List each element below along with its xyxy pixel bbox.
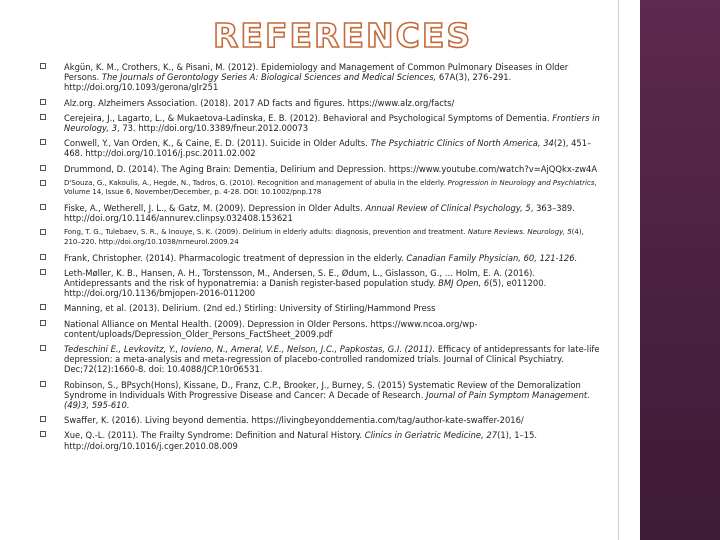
square-bullet-icon xyxy=(40,345,46,351)
divider-line xyxy=(618,0,619,540)
square-bullet-icon xyxy=(40,63,46,69)
reference-list xyxy=(40,62,600,456)
square-bullet-icon xyxy=(40,269,46,275)
reference-item: Drummond, D. (2014). The Aging Brain: Dementia, Delirium and Depression. https://www.youtube.com/watch?v=AjQQkx-zw4A xyxy=(40,164,600,174)
square-bullet-icon xyxy=(40,165,46,171)
reference-item: Tedeschini E., Levkovitz, Y., Iovieno, N., Ameral, V.E., Nelson, J.C., Papkostas, G.I. (2011). Efficacy of antidepressants for late-life depression: a meta-analysis and meta-regression of placebo-controlled randomized trials. Journal of Clinical Psychiatry. Dec;72(12):1660-8. doi: 10.4088/JCP.10r06531. xyxy=(40,344,600,375)
reference-item: Akgün, K. M., Crothers, K., & Pisani, M. (2012). Epidemiology and Management of Common Pulmonary Diseases in Older Persons. The Journals of Gerontology Series A: Biological Sciences and Medical Sciences, 67A(3), 276–291. http://doi.org/10.1093/gerona/glr251 xyxy=(40,62,600,93)
square-bullet-icon xyxy=(40,114,46,120)
page-title: REFERENCES xyxy=(213,16,473,55)
square-bullet-icon xyxy=(40,320,46,326)
square-bullet-icon xyxy=(40,431,46,437)
reference-item: Fiske, A., Wetherell, J. L., & Gatz, M. (2009). Depression in Older Adults. Annual Review of Clinical Psychology, 5, 363–389. http://doi.org/10.1146/annurev.clinpsy.032408.153621 xyxy=(40,203,600,223)
reference-item: Fong, T. G., Tulebaev, S. R., & Inouye, S. K. (2009). Delirium in elderly adults: diagnosis, prevention and treatment. Nature Reviews. Neurology, 5(4), 210–220. http://doi.org/10.1038/nrneurol.2009.24 xyxy=(40,228,600,247)
square-bullet-icon xyxy=(40,139,46,145)
square-bullet-icon xyxy=(40,229,46,235)
reference-item: D'Souza, G., Kakoulis, A., Hegde, N., Tadros, G. (2010). Recognition and management of abulia in the elderly. Progression in Neurology and Psychiatrics, Volume 14, Issue 6, November/December, p. 4-28. DOI: 10.1002/pnp.178 xyxy=(40,179,600,198)
reference-item: Swaffer, K. (2016). Living beyond dementia. https://livingbeyonddementia.com/tag/author-kate-swaffer-2016/ xyxy=(40,415,600,425)
square-bullet-icon xyxy=(40,254,46,260)
reference-item: Frank, Christopher. (2014). Pharmacologic treatment of depression in the elderly. Canadian Family Physician, 60, 121-126. xyxy=(40,253,600,263)
reference-item: Leth-Møller, K. B., Hansen, A. H., Torstensson, M., Andersen, S. E., Ødum, L., Gislasson, G., … Holm, E. A. (2016). Antidepressants and the risk of hyponatremia: a Danish register-based population study. BMJ Open, 6(5), e011200. http://doi.org/10.1136/bmjopen-2016-011200 xyxy=(40,268,600,299)
reference-item: Xue, Q.-L. (2011). The Frailty Syndrome: Definition and Natural History. Clinics in Geriatric Medicine, 27(1), 1–15. http://doi.org/10.1016/j.cger.2010.08.009 xyxy=(40,430,600,450)
square-bullet-icon xyxy=(40,416,46,422)
reference-item: Cerejeira, J., Lagarto, L., & Mukaetova-Ladinska, E. B. (2012). Behavioral and Psychological Symptoms of Dementia. Frontiers in Neurology, 3, 73. http://doi.org/10.3389/fneur.2012.00073 xyxy=(40,113,600,133)
square-bullet-icon xyxy=(40,381,46,387)
reference-item: Manning, et al. (2013). Delirium. (2nd ed.) Stirling: University of Stirling/Hammond Press xyxy=(40,303,600,313)
reference-item: Alz.org. Alzheimers Association. (2018). 2017 AD facts and figures. https://www.alz.org/facts/ xyxy=(40,98,600,108)
square-bullet-icon xyxy=(40,180,46,186)
decorative-side-band xyxy=(640,0,720,540)
square-bullet-icon xyxy=(40,304,46,310)
reference-item: Conwell, Y., Van Orden, K., & Caine, E. D. (2011). Suicide in Older Adults. The Psychiatric Clinics of North America, 34(2), 451–468. http://doi.org/10.1016/j.psc.2011.02.002 xyxy=(40,138,600,158)
reference-item: Robinson, S., BPsych(Hons), Kissane, D., Franz, C.P., Brooker, J., Burney, S. (2015) Systematic Review of the Demoralization Syndrome in Individuals With Progressive Disease and Cancer: A Decade of Research. Journal of Pain Symptom Management. (49)3, 595-610. xyxy=(40,380,600,411)
square-bullet-icon xyxy=(40,99,46,105)
reference-item: National Alliance on Mental Health. (2009). Depression in Older Persons. https://www.ncoa.org/wp-content/uploads/Depression_Older_Persons_FactSheet_2009.pdf xyxy=(40,319,600,339)
square-bullet-icon xyxy=(40,204,46,210)
